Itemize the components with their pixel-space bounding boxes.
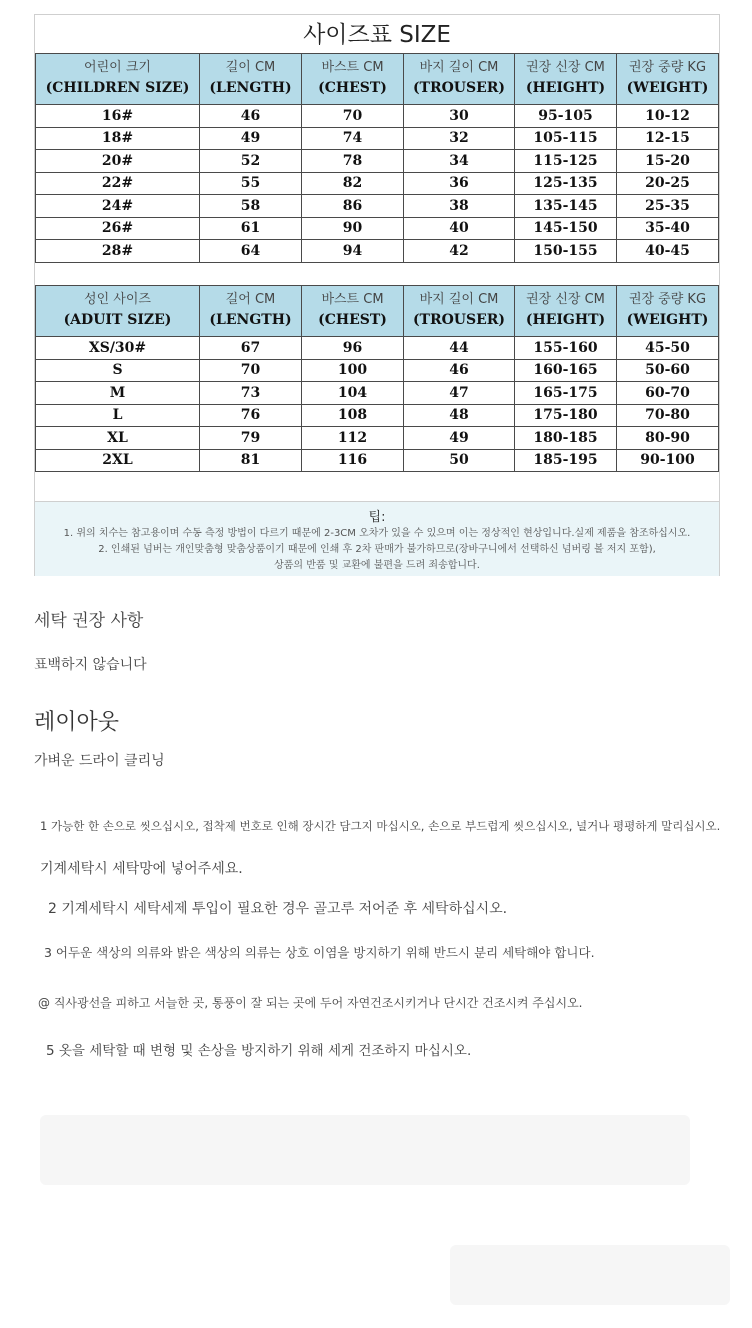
care-heading: 세탁 권장 사항: [34, 611, 144, 631]
table-cell: 38: [404, 195, 515, 218]
header-cell: 권장 신장 CM (HEIGHT): [515, 54, 617, 105]
table-cell: 25-35: [617, 195, 719, 218]
table-row: [36, 240, 719, 263]
header-cell: 성인 사이즈 (ADUIT SIZE): [36, 286, 200, 337]
table-cell: 70: [200, 359, 302, 382]
table-cell: L: [36, 404, 200, 427]
header-cell: 권장 중량 KG (WEIGHT): [617, 54, 719, 105]
table-cell: 150-155: [515, 240, 617, 263]
table-cell: 160-165: [515, 359, 617, 382]
table-cell: XS/30#: [36, 337, 200, 360]
table-cell: 155-160: [515, 337, 617, 360]
table-cell: 18#: [36, 127, 200, 150]
table-cell: 2XL: [36, 449, 200, 472]
table-cell: 73: [200, 382, 302, 405]
header-cell: 바지 길이 CM (TROUSER): [404, 286, 515, 337]
table-cell: 104: [302, 382, 404, 405]
table-cell: 70: [302, 105, 404, 128]
table-cell: 94: [302, 240, 404, 263]
table-cell: 36: [404, 172, 515, 195]
table-cell: 61: [200, 217, 302, 240]
table-cell: 10-12: [617, 105, 719, 128]
table-cell: 32: [404, 127, 515, 150]
children-size-table: [35, 53, 719, 263]
table-cell: 22#: [36, 172, 200, 195]
care-step: 5 옷을 세탁할 때 변형 및 손상을 방지하기 위해 세게 건조하지 마십시오.: [46, 1043, 472, 1059]
table-row: [36, 404, 719, 427]
adult-size-table: [35, 285, 719, 472]
care-step: 2 기계세탁시 세탁세제 투입이 필요한 경우 골고루 저어준 후 세탁하십시오.: [48, 901, 508, 917]
table-cell: 165-175: [515, 382, 617, 405]
table-cell: 44: [404, 337, 515, 360]
table-cell: 45-50: [617, 337, 719, 360]
table-cell: 26#: [36, 217, 200, 240]
table-cell: 95-105: [515, 105, 617, 128]
table-row: [36, 337, 719, 360]
table-cell: 12-15: [617, 127, 719, 150]
table-cell: 60-70: [617, 382, 719, 405]
table-cell: 125-135: [515, 172, 617, 195]
header-cell: 길어 CM (LENGTH): [200, 286, 302, 337]
table-cell: 64: [200, 240, 302, 263]
table-cell: 108: [302, 404, 404, 427]
tip-line: 1. 위의 치수는 참고용이며 수동 측정 방법이 다르기 때문에 2-3CM 오차가 있을 수 있으며 이는 정상적인 현상입니다.실제 제품을 참조하십시오.: [63, 528, 691, 539]
table-cell: 185-195: [515, 449, 617, 472]
table-cell: 30: [404, 105, 515, 128]
table-row: [36, 172, 719, 195]
table-cell: S: [36, 359, 200, 382]
table-cell: 115-125: [515, 150, 617, 173]
table-cell: 28#: [36, 240, 200, 263]
table-cell: 180-185: [515, 427, 617, 450]
tips-box: [35, 501, 719, 576]
table-cell: 90-100: [617, 449, 719, 472]
tip-line: 상품의 반품 및 교환에 불편을 드려 죄송합니다.: [274, 560, 480, 571]
table-cell: 40: [404, 217, 515, 240]
table-cell: 40-45: [617, 240, 719, 263]
table-cell: 100: [302, 359, 404, 382]
table-row: [36, 359, 719, 382]
table-row: [36, 127, 719, 150]
care-step: 기계세탁시 세탁망에 넣어주세요.: [40, 861, 243, 877]
table-row: [36, 382, 719, 405]
table-header-row: [36, 286, 719, 337]
size-chart: [34, 14, 720, 576]
care-step: 3 어두운 색상의 의류와 밝은 색상의 의류는 상호 이염을 방지하기 위해 반드시 분리 세탁해야 합니다.: [44, 945, 595, 960]
table-cell: 50: [404, 449, 515, 472]
table-cell: 145-150: [515, 217, 617, 240]
table-cell: 82: [302, 172, 404, 195]
table-cell: 48: [404, 404, 515, 427]
table-cell: 20#: [36, 150, 200, 173]
table-cell: 80-90: [617, 427, 719, 450]
table-cell: 90: [302, 217, 404, 240]
table-cell: 46: [404, 359, 515, 382]
table-cell: 70-80: [617, 404, 719, 427]
tips-heading: 팁:: [368, 510, 386, 525]
tip-line: 2. 인쇄된 넘버는 개인맞춤형 맞춤상품이기 때문에 인쇄 후 2차 판매가 불가하므로(장바구니에서 선택하신 넘버링 볼 저지 포함),: [98, 544, 656, 555]
header-cell: 길이 CM (LENGTH): [200, 54, 302, 105]
table-row: [36, 150, 719, 173]
table-cell: 16#: [36, 105, 200, 128]
table-cell: 58: [200, 195, 302, 218]
header-cell: 어린이 크기 (CHILDREN SIZE): [36, 54, 200, 105]
table-row: [36, 217, 719, 240]
table-cell: 46: [200, 105, 302, 128]
faded-area: [40, 1115, 690, 1185]
header-cell: 바스트 CM (CHEST): [302, 54, 404, 105]
table-cell: 135-145: [515, 195, 617, 218]
table-cell: 20-25: [617, 172, 719, 195]
table-cell: 52: [200, 150, 302, 173]
table-header-row: [36, 54, 719, 105]
table-row: [36, 449, 719, 472]
table-cell: 67: [200, 337, 302, 360]
table-cell: 86: [302, 195, 404, 218]
table-cell: 175-180: [515, 404, 617, 427]
table-row: [36, 427, 719, 450]
table-row: [36, 195, 719, 218]
table-cell: 112: [302, 427, 404, 450]
table-cell: 55: [200, 172, 302, 195]
table-cell: 49: [200, 127, 302, 150]
header-cell: 권장 중량 KG (WEIGHT): [617, 286, 719, 337]
layout-heading: 레이아웃: [34, 710, 120, 735]
faded-area: [450, 1245, 730, 1305]
table-cell: 116: [302, 449, 404, 472]
table-cell: 49: [404, 427, 515, 450]
header-cell: 바스트 CM (CHEST): [302, 286, 404, 337]
table-cell: 15-20: [617, 150, 719, 173]
header-cell: 바지 길이 CM (TROUSER): [404, 54, 515, 105]
header-cell: 권장 신장 CM (HEIGHT): [515, 286, 617, 337]
no-bleach-text: 표백하지 않습니다: [34, 657, 147, 673]
table-row: [36, 105, 719, 128]
table-cell: 34: [404, 150, 515, 173]
table-cell: 47: [404, 382, 515, 405]
table-cell: 35-40: [617, 217, 719, 240]
table-cell: XL: [36, 427, 200, 450]
table-cell: 50-60: [617, 359, 719, 382]
dry-clean-text: 가벼운 드라이 클리닝: [34, 753, 165, 769]
table-cell: 24#: [36, 195, 200, 218]
table-cell: 105-115: [515, 127, 617, 150]
care-step: 1 가능한 한 손으로 씻으십시오, 접착제 번호로 인해 장시간 담그지 마십시오, 손으로 부드럽게 씻으십시오, 널거나 평평하게 말리십시오.: [40, 819, 721, 833]
table-cell: 79: [200, 427, 302, 450]
size-chart-title: 사이즈표 SIZE: [35, 15, 719, 54]
table-cell: 42: [404, 240, 515, 263]
table-cell: 74: [302, 127, 404, 150]
table-cell: M: [36, 382, 200, 405]
table-cell: 76: [200, 404, 302, 427]
table-cell: 81: [200, 449, 302, 472]
table-cell: 78: [302, 150, 404, 173]
care-step: @ 직사광선을 피하고 서늘한 곳, 통풍이 잘 되는 곳에 두어 자연건조시키거나 단시간 건조시켜 주십시오.: [38, 996, 583, 1010]
table-cell: 96: [302, 337, 404, 360]
